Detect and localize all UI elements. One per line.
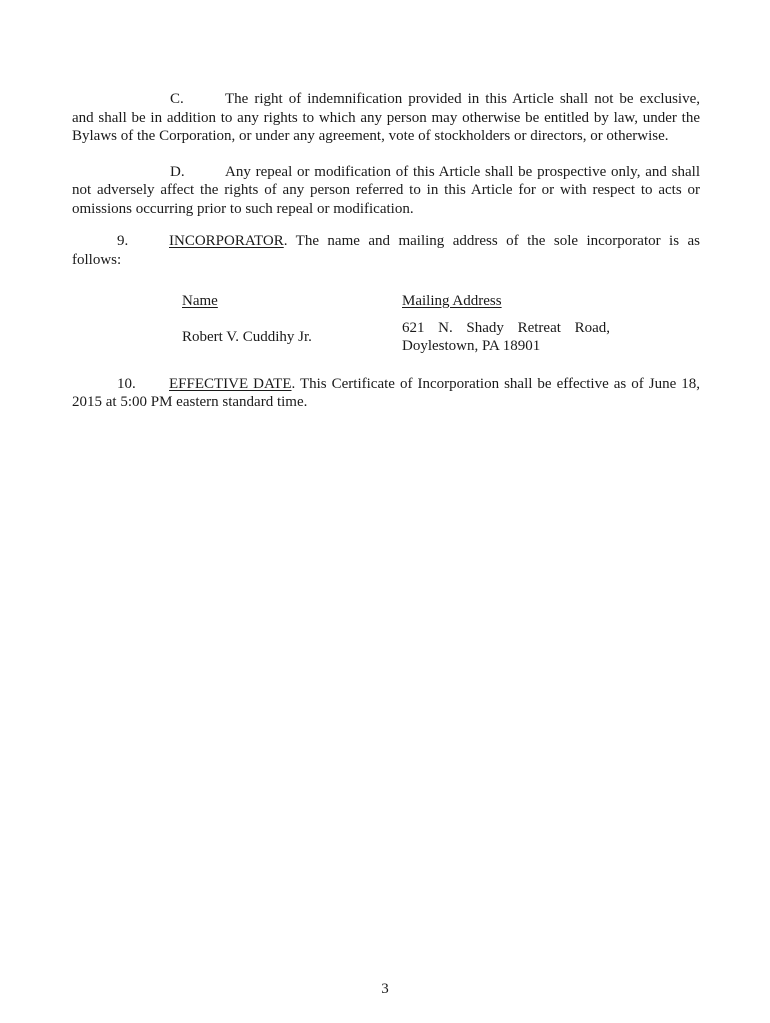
section-effective-date-text: . This Certificate of Incorporation shall be effective as of June 18, 2015 at 5:00 PM eastern standard time.	[72, 375, 700, 410]
table-header-mailing-address	[402, 292, 610, 311]
paragraph-c-text: The right of indemnification provided in this Article shall not be exclusive, and shall be in addition to any rights to which any person may otherwise be entitled by law, under the Bylaws of the Corporation, or under any agreement, vote of stockholders or directors, or otherwise.	[72, 91, 700, 144]
incorporator-name-cell: Robert V. Cuddihy Jr.	[182, 328, 312, 345]
table-header-name	[182, 292, 402, 311]
section-incorporator-number: 9.	[117, 233, 129, 249]
section-incorporator	[72, 232, 700, 269]
section-effective-date-number: 10.	[117, 375, 136, 392]
table-row	[182, 319, 700, 356]
section-effective-date	[72, 375, 700, 412]
paragraph-d	[72, 163, 700, 219]
paragraph-c-label: C.	[170, 91, 184, 107]
incorporator-table-header-row	[182, 292, 700, 311]
page-number: 3	[381, 981, 389, 997]
paragraph-c	[72, 90, 700, 146]
paragraph-d-text: Any repeal or modification of this Article shall be prospective only, and shall not adversely affect the rights of any person referred to in this Article for or with respect to acts or omissions occurring prior to such repeal or modification.	[72, 163, 700, 217]
section-effective-date-heading: EFFECTIVE DATE	[169, 375, 292, 392]
incorporator-address-cell: 621 N. Shady Retreat Road, Doylestown, PA 18901	[402, 319, 610, 354]
table-header-name-label: Name	[182, 293, 218, 309]
paragraph-d-label: D.	[170, 163, 185, 180]
incorporator-table	[182, 292, 700, 356]
table-header-mailing-address-label: Mailing Address	[402, 293, 502, 309]
section-incorporator-heading: INCORPORATOR	[169, 233, 284, 249]
section-incorporator-text: . The name and mailing address of the sole incorporator is as follows:	[72, 233, 700, 268]
